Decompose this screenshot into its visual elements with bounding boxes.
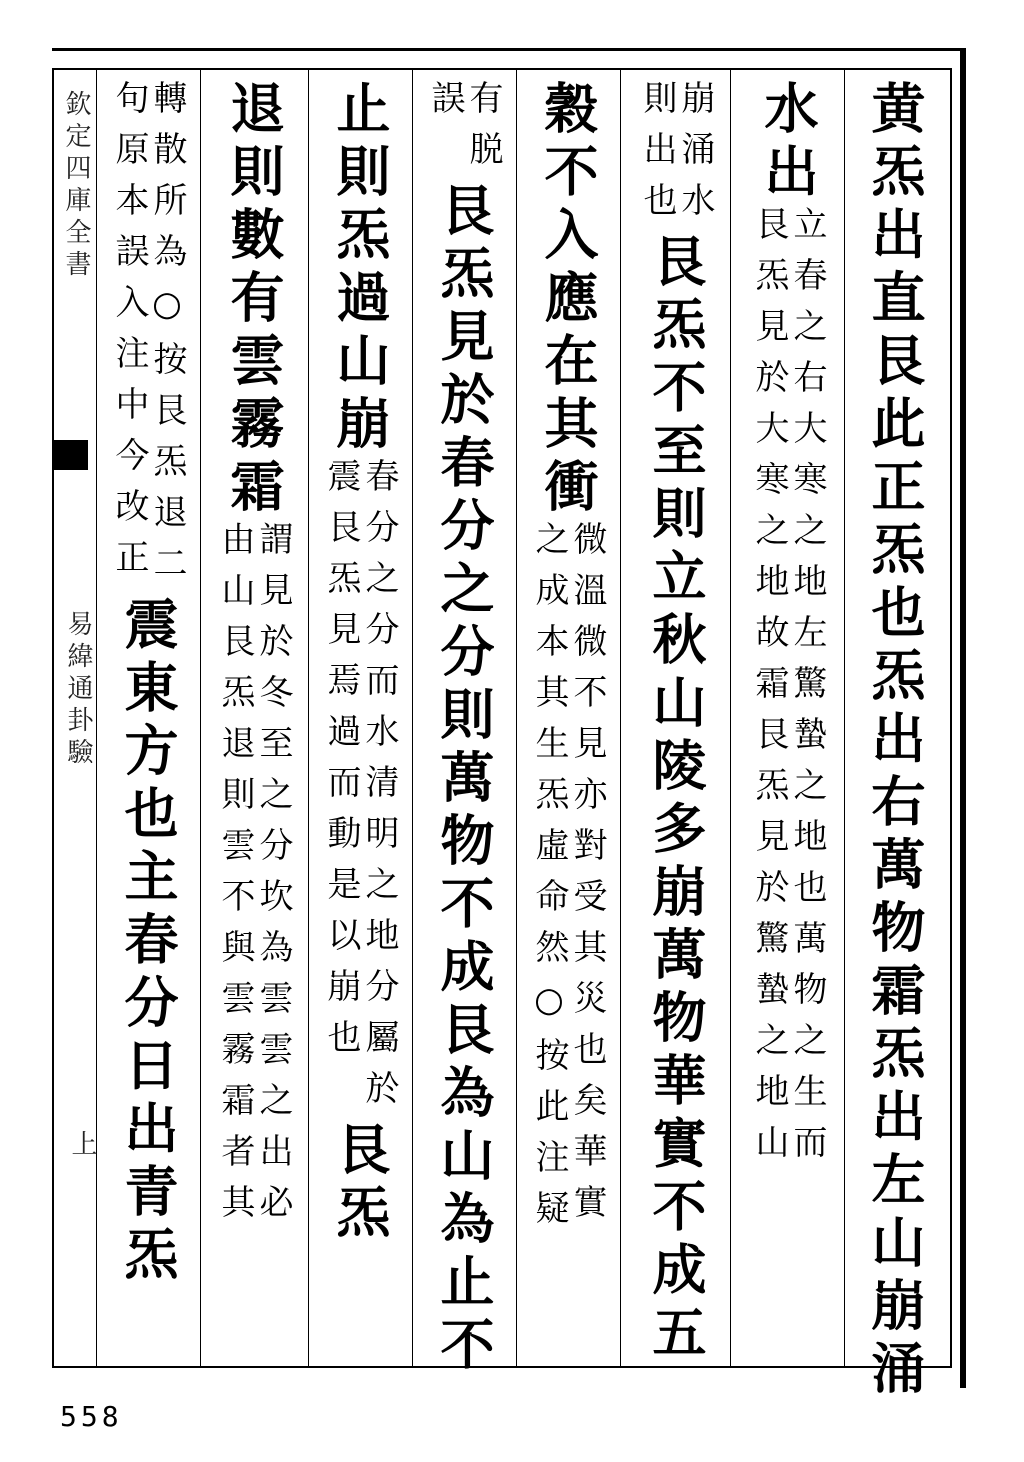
annotation-line: 微溫微不見亦對受其災也矣華實 [567,521,607,1235]
column-divider [516,70,517,1366]
annotation-line: 艮炁見於大寒之地故霜艮炁見於驚蟄之地山 [749,206,789,1175]
main-text: 艮炁不至則立秋山陵多崩萬物華實不成五 [644,233,708,1367]
annotation-line: 之成本其生炁虛命然○按此注疑 [529,521,569,1241]
main-text: 震東方也主春分日出青炁 [116,596,180,1289]
annotation-block [321,458,399,1121]
text-column-1 [848,80,942,1403]
fold-mark: 上 [67,1130,97,1162]
book-title: 易緯通卦驗 [63,610,93,770]
page-number: 558 [60,1400,123,1433]
annotation-line: 句原本誤入注中今改正 [109,80,149,590]
main-text: 艮炁見於春分之分則萬物不成艮為山為止不 [432,182,496,1379]
column-divider [730,70,731,1366]
book-series-title: 欽定四庫全書 [61,90,91,282]
annotation-line: 則出也 [637,80,677,233]
annotation-line: 有脱 [463,80,503,182]
annotation-line: 誤 [425,80,465,131]
main-text: 止則炁過山崩 [328,80,392,458]
main-text: 穀不入應在其衝 [536,80,600,521]
text-column-4 [520,80,616,1241]
annotation-line: 春分之分而水清明之地分屬於 [359,458,399,1121]
text-column-6 [312,80,408,1247]
column-divider [412,70,413,1366]
main-text: 艮炁 [328,1121,392,1247]
column-divider [620,70,621,1366]
annotation-line: 由山艮炁退則雲不與雲霧霜者其 [215,521,255,1235]
text-column-8 [98,80,198,1289]
annotation-block [529,521,607,1241]
annotation-line: 轉散所為○按艮炁退二 [147,80,187,596]
annotation-block [637,80,715,233]
main-text: 退則數有雲霧霜 [222,80,286,521]
annotation-block [425,80,503,182]
annotation-block [109,80,187,596]
main-text: 黄炁出直艮此正炁也炁出右萬物霜炁出左山崩涌 [863,80,927,1403]
column-divider [844,70,845,1366]
column-divider [200,70,201,1366]
fish-tail-mark [52,440,88,470]
annotation-line: 謂見於冬至之分坎為雲雲之出必 [253,521,293,1235]
column-divider [308,70,309,1366]
text-column-3 [624,80,728,1367]
text-column-7 [204,80,304,1235]
annotation-line: 崩涌水 [675,80,715,233]
annotation-line: 震艮炁見焉過而動是以崩也 [321,458,361,1070]
annotation-block [749,206,827,1175]
annotation-block [215,521,293,1235]
annotation-line: 立春之右大寒之地左驚蟄之地也萬物之生而 [787,206,827,1175]
main-text: 水出 [756,80,820,206]
text-column-2 [734,80,842,1175]
text-column-5 [416,80,512,1379]
